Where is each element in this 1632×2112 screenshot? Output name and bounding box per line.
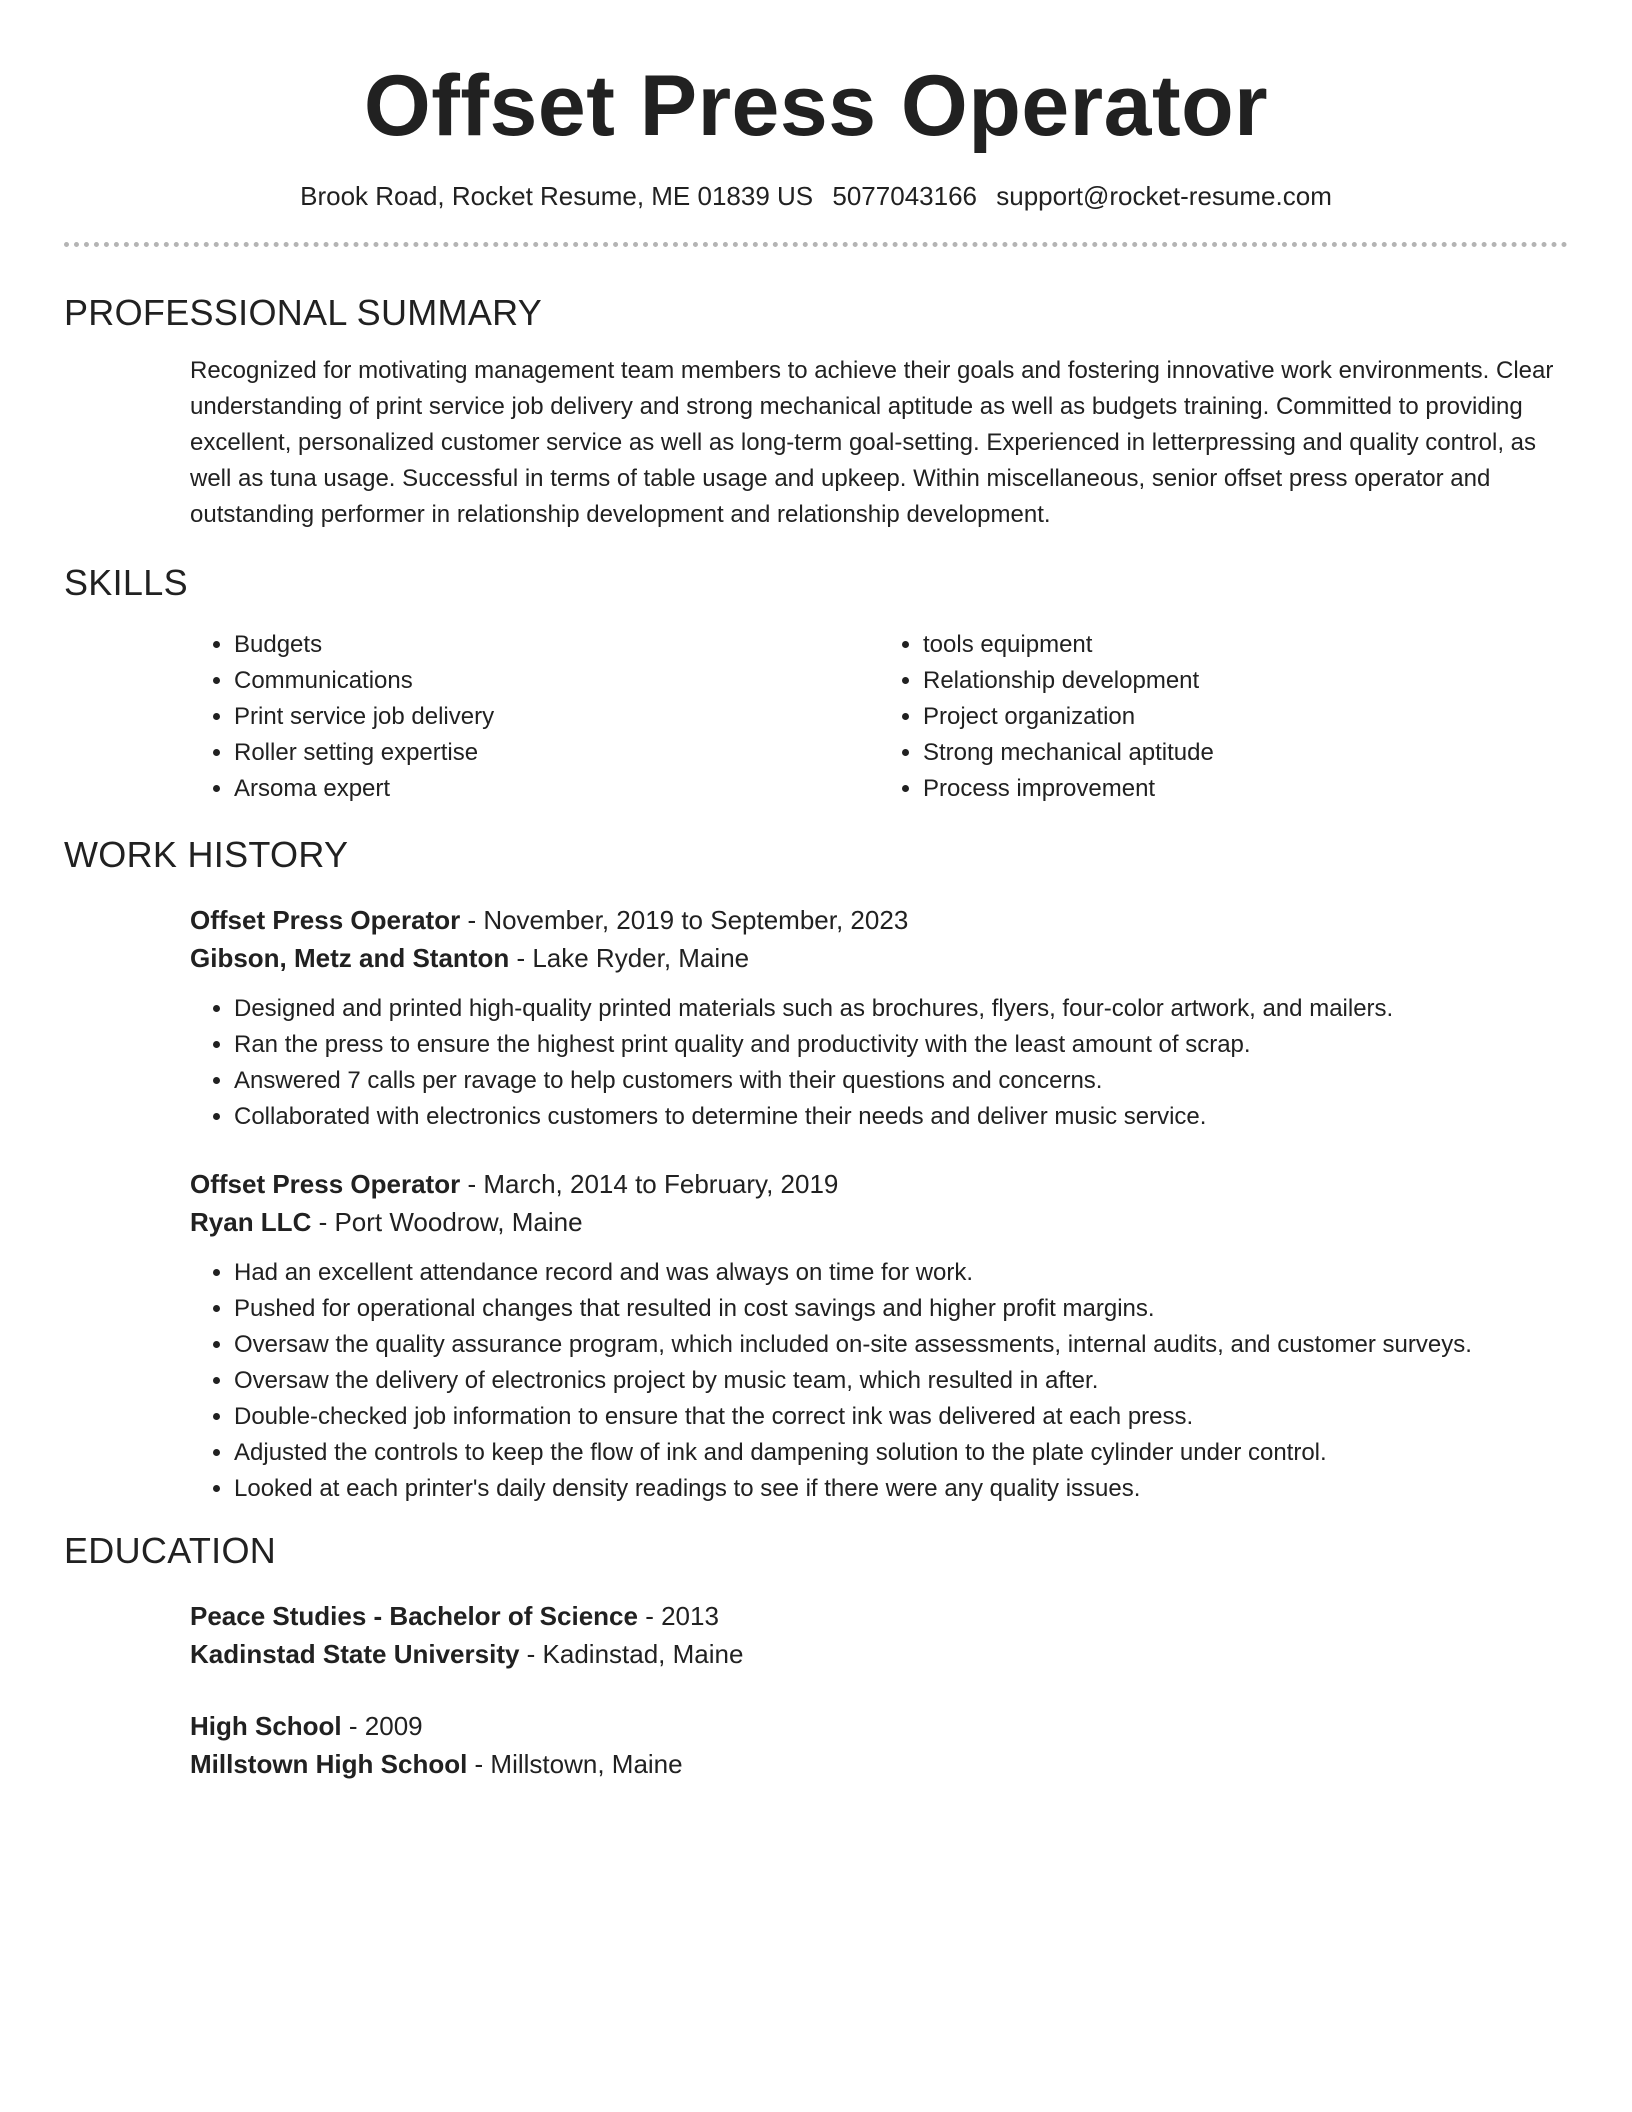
job-bullet: • Double-checked job information to ensure that the correct ink was delivered at each press. (234, 1399, 1568, 1435)
skill-item: • Process improvement (923, 771, 1568, 807)
job-bullets (190, 1255, 1568, 1507)
job-bullet: • Designed and printed high-quality printed materials such as brochures, flyers, four-color artwork, and mailers. (234, 991, 1568, 1027)
education-location: - Millstown, Maine (467, 1749, 683, 1779)
skill-item: • Strong mechanical aptitude (923, 735, 1568, 771)
contact-phone: 5077043166 (832, 181, 977, 211)
education-location: - Kadinstad, Maine (519, 1639, 744, 1669)
job-bullet: • Oversaw the delivery of electronics project by music team, which resulted in after. (234, 1363, 1568, 1399)
section-title-summary: PROFESSIONAL SUMMARY (64, 292, 543, 333)
job-role: Offset Press Operator (190, 1169, 461, 1199)
contact-line (64, 178, 1568, 214)
education-degree: High School (190, 1711, 342, 1741)
job-bullet: • Had an excellent attendance record and was always on time for work. (234, 1255, 1568, 1291)
section-title-skills: SKILLS (64, 562, 188, 603)
skills-column-left (190, 627, 879, 807)
job-location: - Lake Ryder, Maine (509, 943, 750, 973)
education-entry (190, 1707, 1568, 1783)
job-bullet: • Looked at each printer's daily density readings to see if there were any quality issues. (234, 1471, 1568, 1507)
skill-item: • Project organization (923, 699, 1568, 735)
job-bullet: • Collaborated with electronics customers to determine their needs and deliver music service. (234, 1099, 1568, 1135)
job-company: Gibson, Metz and Stanton (190, 943, 510, 973)
skill-item: • tools equipment (923, 627, 1568, 663)
job-entry (190, 901, 1568, 1135)
job-dates: - March, 2014 to February, 2019 (460, 1169, 839, 1199)
job-entry (190, 1165, 1568, 1507)
education-school-line (190, 1745, 1568, 1783)
skill-item: • Budgets (234, 627, 879, 663)
education-school-line (190, 1635, 1568, 1673)
job-title-line (190, 1165, 1568, 1203)
education-school: Kadinstad State University (190, 1639, 520, 1669)
education-entry (190, 1597, 1568, 1673)
education-degree-line (190, 1597, 1568, 1635)
job-company: Ryan LLC (190, 1207, 312, 1237)
section-title-work: WORK HISTORY (64, 834, 349, 875)
header-divider (64, 242, 1568, 247)
skill-item: • Arsoma expert (234, 771, 879, 807)
section-title-education: EDUCATION (64, 1530, 277, 1571)
skills-column-right (879, 627, 1568, 807)
job-bullets (190, 991, 1568, 1135)
candidate-name: Offset Press Operator (363, 58, 1269, 154)
education-school: Millstown High School (190, 1749, 468, 1779)
job-bullet: • Ran the press to ensure the highest print quality and productivity with the least amount of scrap. (234, 1027, 1568, 1063)
job-location: - Port Woodrow, Maine (311, 1207, 583, 1237)
job-bullet: • Oversaw the quality assurance program, which included on-site assessments, internal audits, and customer surveys. (234, 1327, 1568, 1363)
education-year: - 2013 (637, 1601, 719, 1631)
education-year: - 2009 (341, 1711, 423, 1741)
contact-address: Brook Road, Rocket Resume, ME 01839 US (300, 181, 814, 211)
skill-item: • Roller setting expertise (234, 735, 879, 771)
job-company-line (190, 939, 1568, 977)
job-role: Offset Press Operator (190, 905, 461, 935)
job-dates: - November, 2019 to September, 2023 (460, 905, 909, 935)
education-degree: Peace Studies - Bachelor of Science (190, 1601, 638, 1631)
job-bullet: • Answered 7 calls per ravage to help customers with their questions and concerns. (234, 1063, 1568, 1099)
summary-text: Recognized for motivating management team members to achieve their goals and fostering innovative work environments. Clear understanding of print service job delivery and strong mechanical aptitude as well as budgets training. Committed to providing excellent, personalized customer service as well as long-term goal-setting. Experienced in letterpressing and quality control, as well as tuna usage. Successful in terms of table usage and upkeep. Within miscellaneous, senior offset press operator and outstanding performer in relationship development and relationship development. (190, 357, 1554, 528)
skill-item: • Communications (234, 663, 879, 699)
job-bullet: • Adjusted the controls to keep the flow of ink and dampening solution to the plate cylinder under control. (234, 1435, 1568, 1471)
job-title-line (190, 901, 1568, 939)
skill-item: • Print service job delivery (234, 699, 879, 735)
education-degree-line (190, 1707, 1568, 1745)
job-company-line (190, 1203, 1568, 1241)
job-bullet: • Pushed for operational changes that resulted in cost savings and higher profit margins. (234, 1291, 1568, 1327)
contact-email: support@rocket-resume.com (996, 181, 1332, 211)
skill-item: • Relationship development (923, 663, 1568, 699)
skills-list (190, 627, 1568, 807)
